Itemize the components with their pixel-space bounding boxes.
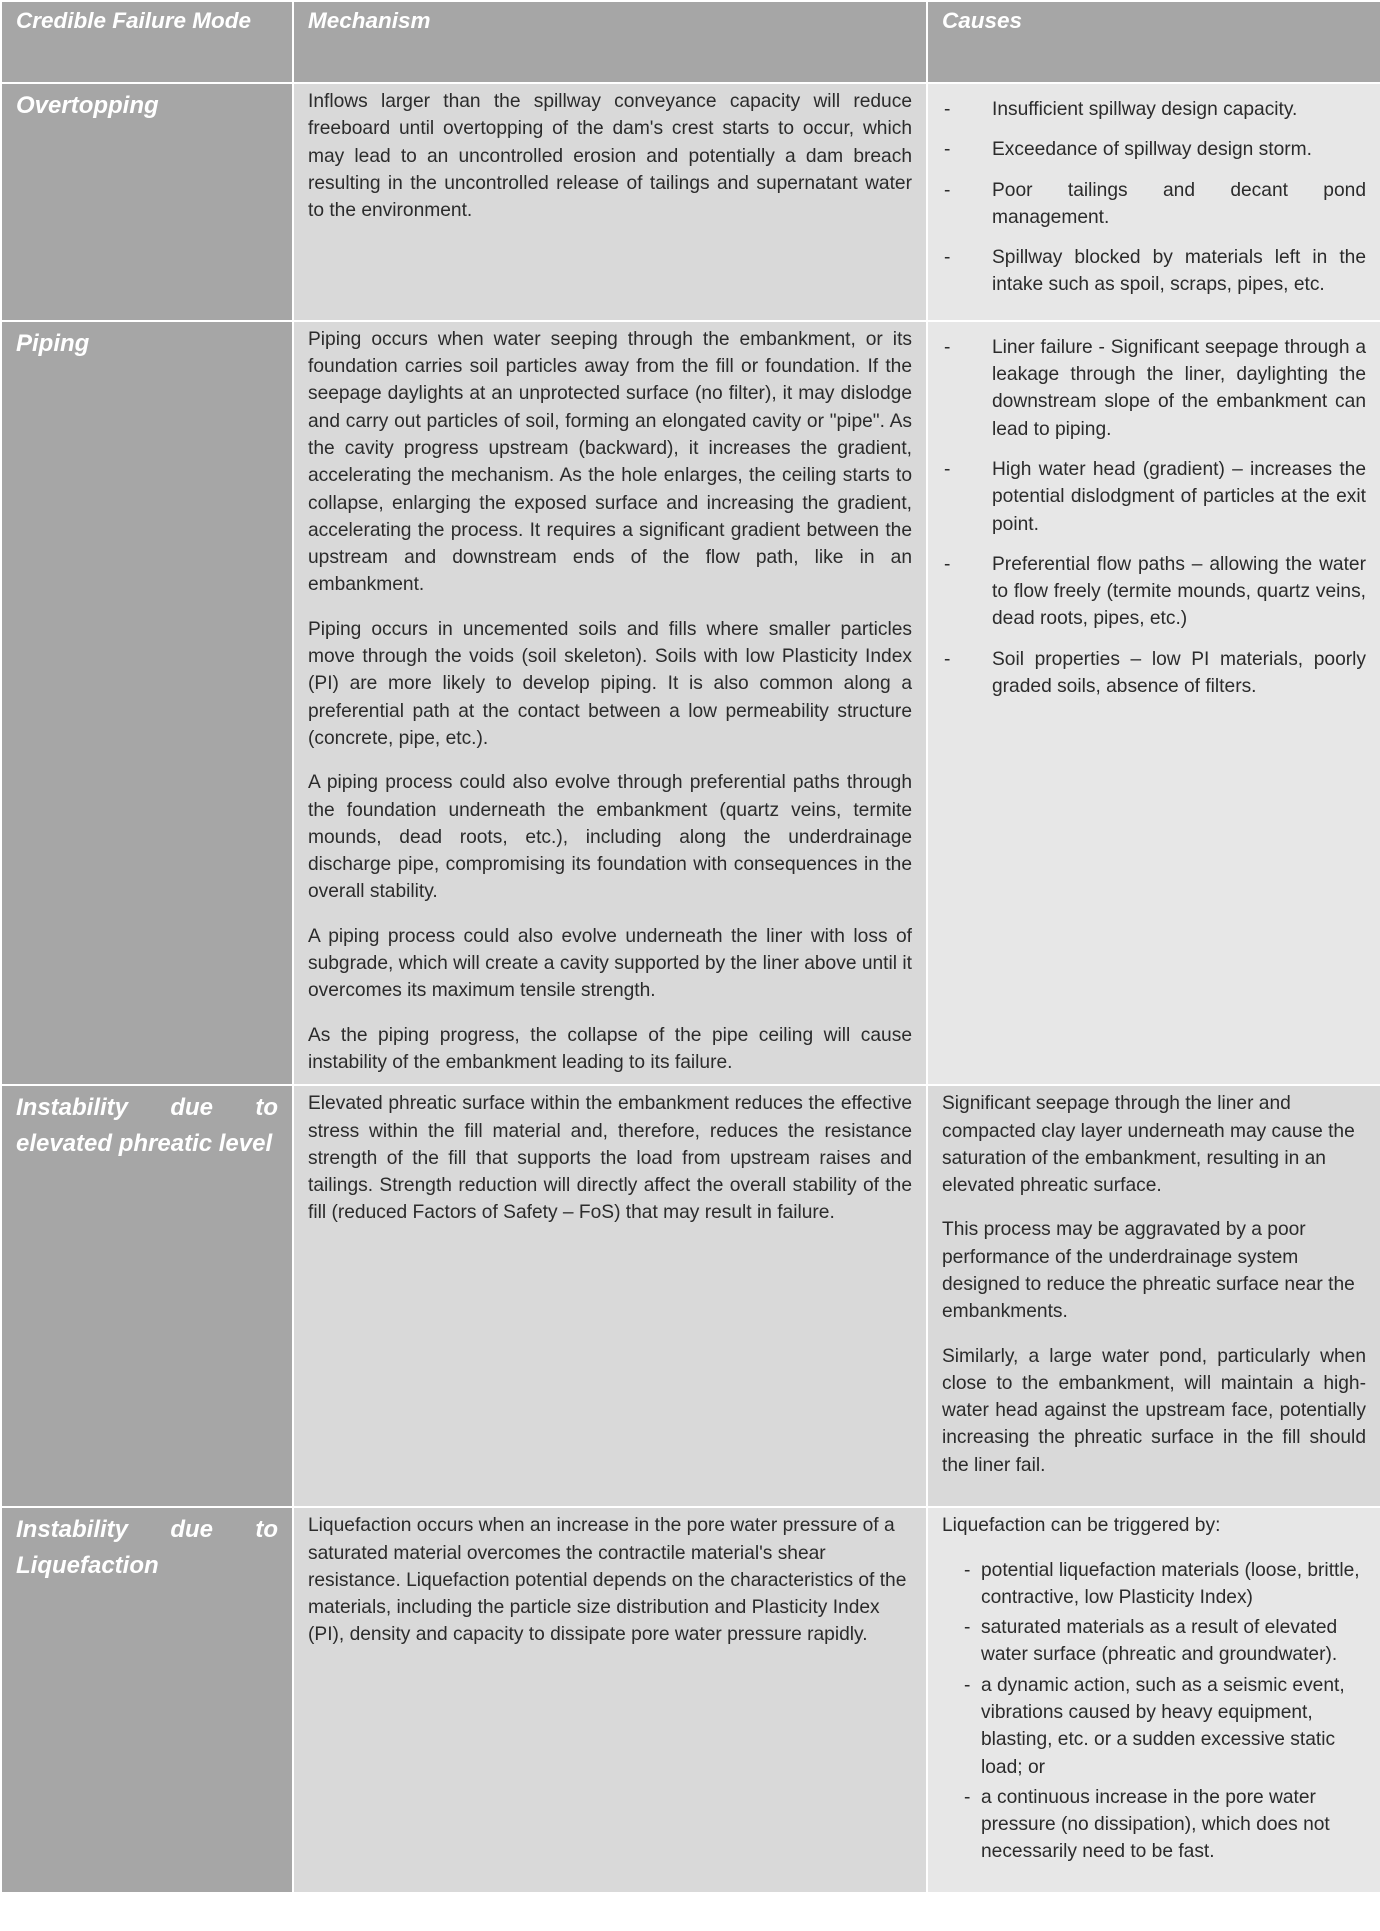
- cause-text: a continuous increase in the pore water pressure (no dissipation), which does not necessarily need to be fast.: [981, 1786, 1330, 1863]
- dash-bullet: -: [944, 99, 951, 120]
- cause-item: [942, 1614, 1366, 1669]
- cause-paragraph: This process may be aggravated by a poor performance of the underdrainage system designed to reduce the phreatic surface near the embankments.: [942, 1219, 1355, 1323]
- causes-cell: [927, 1085, 1380, 1507]
- dash-bullet: -: [964, 1674, 971, 1696]
- cause-paragraph: Similarly, a large water pond, particularly when close to the embankment, will maintain a high-water head against the upstream face, potentially increasing the phreatic surface in the fill should the liner fail.: [942, 1345, 1366, 1476]
- mechanism-cell: [293, 83, 927, 321]
- dash-bullet: -: [944, 179, 951, 201]
- mechanism-paragraph: A piping process could also evolve underneath the liner with loss of subgrade, which will create a cavity supported by the liner above until it overcomes its maximum tensile strength.: [308, 925, 912, 1002]
- causes-list: [942, 334, 1366, 701]
- mechanism-paragraph: Elevated phreatic surface within the embankment reduces the effective stress within the fill material and, therefore, reduces the resistance strength of the fill that supports the load from upstream raises and tailings. Strength reduction will directly affect the overall stability of the fill (reduced Factors of Safety – FoS) that may result in failure.: [308, 1093, 912, 1224]
- cause-text: Insufficient spillway design capacity.: [992, 99, 1298, 120]
- cause-text: saturated materials as a result of elevated water surface (phreatic and groundwater).: [981, 1617, 1338, 1666]
- cause-text: Liner failure - Significant seepage through a leakage through the liner, daylighting the downstream slope of the embankment can lead to piping.: [992, 336, 1366, 440]
- causes-cell: [927, 321, 1380, 1085]
- mechanism-cell: [293, 1507, 927, 1893]
- table-row-piping: [1, 321, 1380, 1085]
- mechanism-paragraph: Piping occurs in uncemented soils and fills where smaller particles move through the voids (soil skeleton). Soils with low Plasticity Index (PI) are more likely to develop piping. It is also common along a preferential path at the contact between a low permeability structure (concrete, pipe, etc.).: [308, 618, 912, 749]
- dash-bullet: -: [964, 1786, 971, 1808]
- failure-mode-cell: Overtopping: [1, 83, 293, 321]
- cause-text: Exceedance of spillway design storm.: [992, 139, 1312, 161]
- causes-cell: [927, 1507, 1380, 1893]
- header-causes: Causes: [927, 1, 1380, 83]
- cause-item: [942, 551, 1366, 633]
- causes-list: [942, 96, 1366, 299]
- cause-text: Spillway blocked by materials left in the intake such as spoil, scraps, pipes, etc.: [992, 247, 1366, 296]
- mechanism-cell: [293, 321, 927, 1085]
- mechanism-paragraph: Inflows larger than the spillway conveyance capacity will reduce freeboard until overtopping of the dam's crest starts to occur, which may lead to an uncontrolled erosion and potentially a dam breach resulting in the uncontrolled release of tailings and supernatant water to the environment.: [308, 91, 912, 222]
- causes-cell: [927, 83, 1380, 321]
- mechanism-paragraph: Liquefaction occurs when an increase in the pore water pressure of a saturated material overcomes the contractile material's shear resistance. Liquefaction potential depends on the characteristics of the materials, including the particle size distribution and Plasticity Index (PI), density and capacity to dissipate pore water pressure rapidly.: [308, 1515, 907, 1646]
- cause-item: [942, 177, 1366, 232]
- failure-mode-cell: Piping: [1, 321, 293, 1085]
- cause-text: Poor tailings and decant pond management.: [992, 179, 1366, 228]
- mechanism-paragraph: A piping process could also evolve through preferential paths through the foundation underneath the embankment (quartz veins, termite mounds, dead roots, etc.), including along the underdrainage discharge pipe, compromising its foundation with consequences in the overall stability.: [308, 772, 912, 903]
- cause-text: Soil properties – low PI materials, poorly graded soils, absence of filters.: [992, 648, 1366, 698]
- causes-intro: Liquefaction can be triggered by:: [942, 1515, 1221, 1537]
- cause-item: [942, 1557, 1366, 1612]
- cause-item: [942, 136, 1366, 163]
- cause-item: [942, 244, 1366, 299]
- header-credible-failure-mode: Credible Failure Mode: [1, 1, 293, 83]
- mechanism-paragraph: Piping occurs when water seeping through the embankment, or its foundation carries soil particles away from the fill or foundation. If the seepage daylights at an unprotected surface (no filter), it may dislodge and carry out particles of soil, forming an elongated cavity or "pipe". As the cavity progress upstream (backward), it increases the gradient, accelerating the mechanism. As the hole enlarges, the ceiling starts to collapse, enlarging the exposed surface and increasing the gradient, accelerating the process. It requires a significant gradient between the upstream and downstream ends of the flow path, like in an embankment.: [308, 328, 912, 596]
- cause-item: [942, 96, 1366, 123]
- dash-bullet: -: [944, 247, 951, 269]
- cause-text: a dynamic action, such as a seismic event, vibrations caused by heavy equipment, blasting, etc. or a sudden excessive static load; or: [981, 1674, 1345, 1778]
- failure-mode-cell: Instability due to elevated phreatic level: [1, 1085, 293, 1507]
- dash-bullet: -: [944, 553, 951, 575]
- table-row-overtopping: [1, 83, 1380, 321]
- mechanism-cell: [293, 1085, 927, 1507]
- cause-item: [942, 1672, 1366, 1781]
- cause-paragraph: Significant seepage through the liner and compacted clay layer underneath may cause the saturation of the embankment, resulting in an elevated phreatic surface.: [942, 1093, 1355, 1197]
- cause-text: potential liquefaction materials (loose, brittle, contractive, low Plasticity Index): [981, 1559, 1360, 1608]
- causes-list: [942, 1557, 1366, 1866]
- cause-text: Preferential flow paths – allowing the water to flow freely (termite mounds, quartz veins, dead roots, pipes, etc.): [992, 553, 1366, 630]
- cause-text: High water head (gradient) – increases the potential dislodgment of particles at the exit point.: [992, 458, 1366, 535]
- dash-bullet: -: [944, 648, 951, 670]
- dash-bullet: -: [964, 1559, 971, 1581]
- dash-bullet: -: [944, 139, 951, 161]
- table-row-liquefaction: [1, 1507, 1380, 1893]
- table-row-phreatic-level: [1, 1085, 1380, 1507]
- cause-item: [942, 334, 1366, 443]
- table-header-row: [1, 1, 1380, 83]
- cause-item: [942, 456, 1366, 538]
- dash-bullet: -: [964, 1617, 971, 1639]
- failure-mode-cell: Instability due to Liquefaction: [1, 1507, 293, 1893]
- cause-item: [942, 1784, 1366, 1866]
- cause-item: [942, 646, 1366, 701]
- header-mechanism: Mechanism: [293, 1, 927, 83]
- dash-bullet: -: [944, 336, 951, 358]
- dash-bullet: -: [944, 458, 951, 480]
- mechanism-paragraph: As the piping progress, the collapse of the pipe ceiling will cause instability of the embankment leading to its failure.: [308, 1024, 912, 1073]
